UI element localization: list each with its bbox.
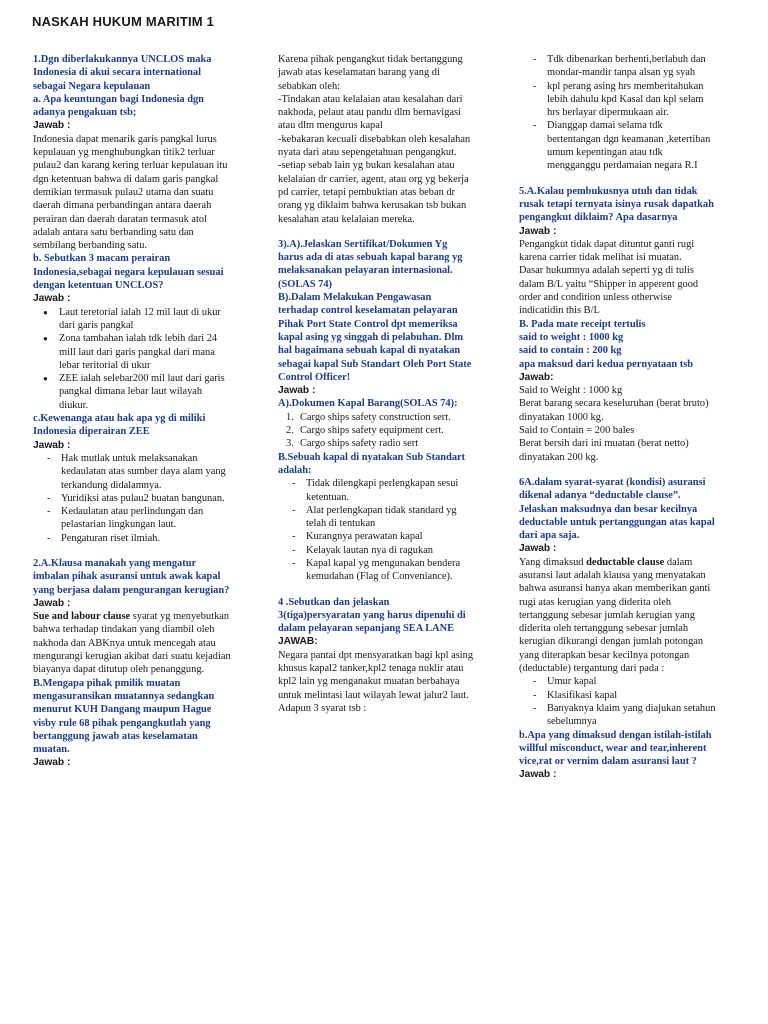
answer-1a: Indonesia dapat menarik garis pangkal lurus kepulauan yg menghubungkan titik2 terluar pulau2 dan karang kering terluar kepulauan itu dgn ketentuan bahwa di dalam garis pangkal demikian termasuk pulau2 utama dan suatu daerah dimana perbandingan antara daerah perairan dan daerah daratan termasuk atol adalah antara satu berbanding satu dan sembilang berbanding satu. (33, 133, 228, 252)
list-item: - Tidak dilengkapi perlengkapan sesui ketentuan. (278, 477, 474, 504)
list-item: - Klasifikasi kapal (519, 689, 717, 702)
rights-list (33, 452, 231, 545)
list-item: - Kedaulatan atau perlindungan dan pelastarian lingkungan laut. (33, 505, 231, 532)
answer-2b-intro: Karena pihak pengangkut tidak bertanggung jawab atas keselamatan barang yang di sebabkan oleh: (278, 54, 463, 92)
answer-label: Jawab : (33, 597, 71, 609)
sea-lane-conditions (519, 53, 717, 173)
answer-5b: Said to Contain = 200 bales (519, 425, 635, 437)
question-4: 4 .Sebutkan dan jelaskan 3(tiga)persyaratan yang harus dipenuhi di dalam pelayaran sepanjang SEA LANE (278, 596, 466, 635)
answer-4-lead: Adapun 3 syarat tsb : (278, 702, 367, 714)
answer-5b: Berat barang secara keseluruhan (berat bruto) dinyatakan 1000 kg. (519, 398, 709, 423)
list-item: - Alat perlengkapan tidak standard yg telah di tentukan (278, 504, 474, 531)
list-item: - Dianggap damai selama tdk bertentangan dgn keamanan ,ketertiban umum kepentingan atau tdk mengganggu perdamaian negara R.I (519, 119, 717, 172)
term-bold: deductable clause (586, 556, 665, 568)
list-item: - Kapal kapal yg mengunakan bendera kemudahan (Flag of Conveniance). (278, 557, 474, 584)
answer-2b-point: -setiap sebab lain yg bukan kesalahan atau kelalaian dr carrier, agent, atau org yg bekerja pd carrier, tetapi pembuktian atas beban dr orang yg diklaim bahwa kerusakan tsb bukan kesalahan atau kelalaian mereka. (278, 160, 469, 225)
column-3 (519, 53, 717, 782)
certificate-list (278, 411, 474, 451)
list-item: - Kelayak lautan nya di ragukan (278, 544, 474, 557)
question-5b-line: said to contain : 200 kg (519, 345, 622, 357)
list-item: - Hak mutlak untuk melaksanakan kedaulatan atas sumber daya alam yang terkandung didalamnya. (33, 452, 231, 492)
list-item: - Banyaknya klaim yang diajukan setahun sebelumnya (519, 702, 717, 729)
list-item: ● Laut teretorial ialah 12 mil laut di ukur dari garis pangkal (33, 306, 231, 333)
answer-5a: Pengangkut tidak dapat dituntut ganti rugi karena carrier tidak melihat isi muatan. (519, 238, 695, 264)
list-item: ● ZEE ialah selebar200 mil laut dari garis pangkal dimana lebar laut wilayah diukur. (33, 372, 231, 412)
column-2 (278, 53, 474, 715)
answer-label: Jawab : (33, 439, 71, 451)
document-title: NASKAH HUKUM MARITIM 1 (32, 14, 215, 29)
question-1: 1.Dgn diberlakukannya UNCLOS maka Indonesia di akui secara international sebagai Negara kepulauan (33, 54, 212, 92)
answer-label: Jawab : (33, 293, 71, 305)
list-item: 2. Cargo ships safety equipment cert. (286, 425, 444, 437)
waters-list (33, 306, 231, 412)
answer-label: JAWAB: (278, 636, 318, 648)
answer-label: Jawab : (519, 543, 557, 555)
answer-label: Jawab : (33, 757, 71, 769)
question-6a: 6A.dalam syarat-syarat (kondisi) asuransi dikenal adanya “deductable clause”. Jelaskan maksudnya dan besar kecilnya deductable untuk pertanggungan atas kapal dari apa saja. (519, 476, 715, 542)
question-3a: 3).A).Jelaskan Sertifikat/Dokumen Yg harus ada di atas sebuah kapal barang yg melaksanakan pelayaran internasional.(SOLAS 74) (278, 238, 463, 290)
question-1b: b. Sebutkan 3 macam perairan Indonesia,sebagai negara kepulauan sesuai dengan ketentuan UNCLOS? (33, 253, 224, 292)
list-item: ● Zona tambahan ialah tdk lebih dari 24 mill laut dari garis pangkal dari mana lebar teritorial di ukur (33, 332, 231, 372)
list-item: - Kurangnya perawatan kapal (278, 530, 474, 543)
question-2b: B.Mengapa pihak pmilik muatan mengasuransikan muatannya sedangkan menurut KUH Dangang maupun Hague visby rule 68 pihak pengangkutlah yang bertanggung jawab atas keselamatan muatan. (33, 677, 215, 756)
substandard-list (278, 477, 474, 583)
question-5a: 5.A.Kalau pembukusnya utuh dan tidak rusak tetapi ternyata isinya rusak dapatkah pengangkut diklaim? Apa dasarnya (519, 185, 714, 224)
answer-label: Jawab : (519, 225, 557, 237)
list-item: - kpl perang asing hrs memberitahukan lebih dahulu kpd Kasal dan kpl selam hrs berlayar dipermukaan air. (519, 80, 717, 120)
answer-2b-point: -kebakaran kecuali disebabkan oleh kesalahan nyata dari atau sepengetahuan pengangkut. (278, 133, 471, 159)
column-1 (33, 53, 231, 770)
answer-label: Jawab : (33, 120, 71, 132)
answer-text: syarat yg menyebutkan bahwa terhadap tindakan yang diambil oleh nakhoda dan ABKnya untuk mencegah atau mengurangi kerugian akibat dari suatu kejadian biayanya dapat ditutup oleh penanggung. (33, 611, 231, 676)
list-item: - Pengaturan riset ilmiah. (33, 532, 231, 545)
list-item: - Yuridiksi atas pulau2 buatan bangunan. (33, 492, 231, 505)
question-1a: a. Apa keuntungan bagi Indonesia dgn adanya pengakuan tsb; (33, 93, 204, 119)
answer-6a: Yang dimaksud deductable clause dalam asuransi laut adalah klausa yang menyatakan bahwa asuransi hanya akan memberikan ganti rugi atas kerugian yang diderita oleh tertanggung sebesar jumlah kerugian yang diderita oleh tertanggung sebesar jumlah kerugian dikurangi dengan jumlah potongan yang diterapkan besar kecilnya potongan (deductable) tergantung dari pada : (519, 556, 711, 675)
answer-2b-point: -Tindakan atau kelalaian atau kesalahan dari nakhoda, pelaut atau pandu dlm bernavigasi atau dlm mengurus kapal (278, 93, 463, 132)
term-bold: Sue and labour clause (33, 611, 131, 623)
question-3b: B).Dalam Melakukan Pengawasan terhadap control keselamatan pelayaran Pihak Port State Control dpt memeriksa kapal asing yg singgah di pelabuhan. Dlm hal bagaimana sebuah kapal di nyatakan sebagai kapal Sub Standart Oleh Port State Control Officer! (278, 292, 472, 383)
question-5b-line: apa maksud dari kedua pernyataan tsb Jawab: (519, 358, 694, 383)
answer-5b: Berat bersih dari ini muatan (berat netto) dinyatakan 200 kg. (519, 438, 689, 463)
answer-2a (33, 610, 231, 676)
list-item: 1. Cargo ships safety construction sert. (286, 411, 451, 423)
question-6b: b.Apa yang dimaksud dengan istilah-istilah willful misconduct, wear and tear,inherent vice,rat or vernim dalam asuransi laut ? (519, 729, 712, 768)
answer-3a-heading: A).Dokumen Kapal Barang(SOLAS 74): (278, 398, 458, 410)
question-2a: 2.A.Klausa manakah yang mengatur imbalan pihak asuransi untuk awak kapal yang berjasa dalam pengurangan kerugian? (33, 557, 230, 596)
list-item: 3. Cargo ships safety radio sert (286, 438, 419, 450)
answer-label: Jawab : (519, 769, 557, 781)
list-item: - Umur kapal (519, 675, 717, 688)
answer-4: Negara pantai dpt mensyaratkan bagi kpl asing khusus kapal2 tanker,kpl2 tenaga nuklir atau kpl2 lain yg menganakut muatan berbahaya untuk melintasi laut wilayah lewat jalur2 laut. (278, 649, 474, 701)
factor-list (519, 675, 717, 728)
answer-3b-heading: B.Sebuah kapal di nyatakan Sub Standart adalah: (278, 451, 466, 476)
question-5b-line: said to weight : 1000 kg (519, 331, 624, 343)
list-item: - Tdk dibenarkan berhenti,berlabuh dan mondar-mandir tanpa alsan yg syah (519, 53, 717, 80)
question-5b: B. Pada mate receipt tertulis (519, 318, 646, 330)
answer-5b: Said to Weight : 1000 kg (519, 385, 623, 397)
answer-5a-basis: Dasar hukumnya adalah seperti yg di tulis dalam B/L yaitu “Shipper in apperent good order and condition unless otherwise indicatidin this B/L (519, 265, 699, 317)
answer-label: Jawab : (278, 385, 316, 397)
question-1c: c.Kewenanga atau hak apa yg di miliki Indonesia diperairan ZEE (33, 413, 206, 438)
